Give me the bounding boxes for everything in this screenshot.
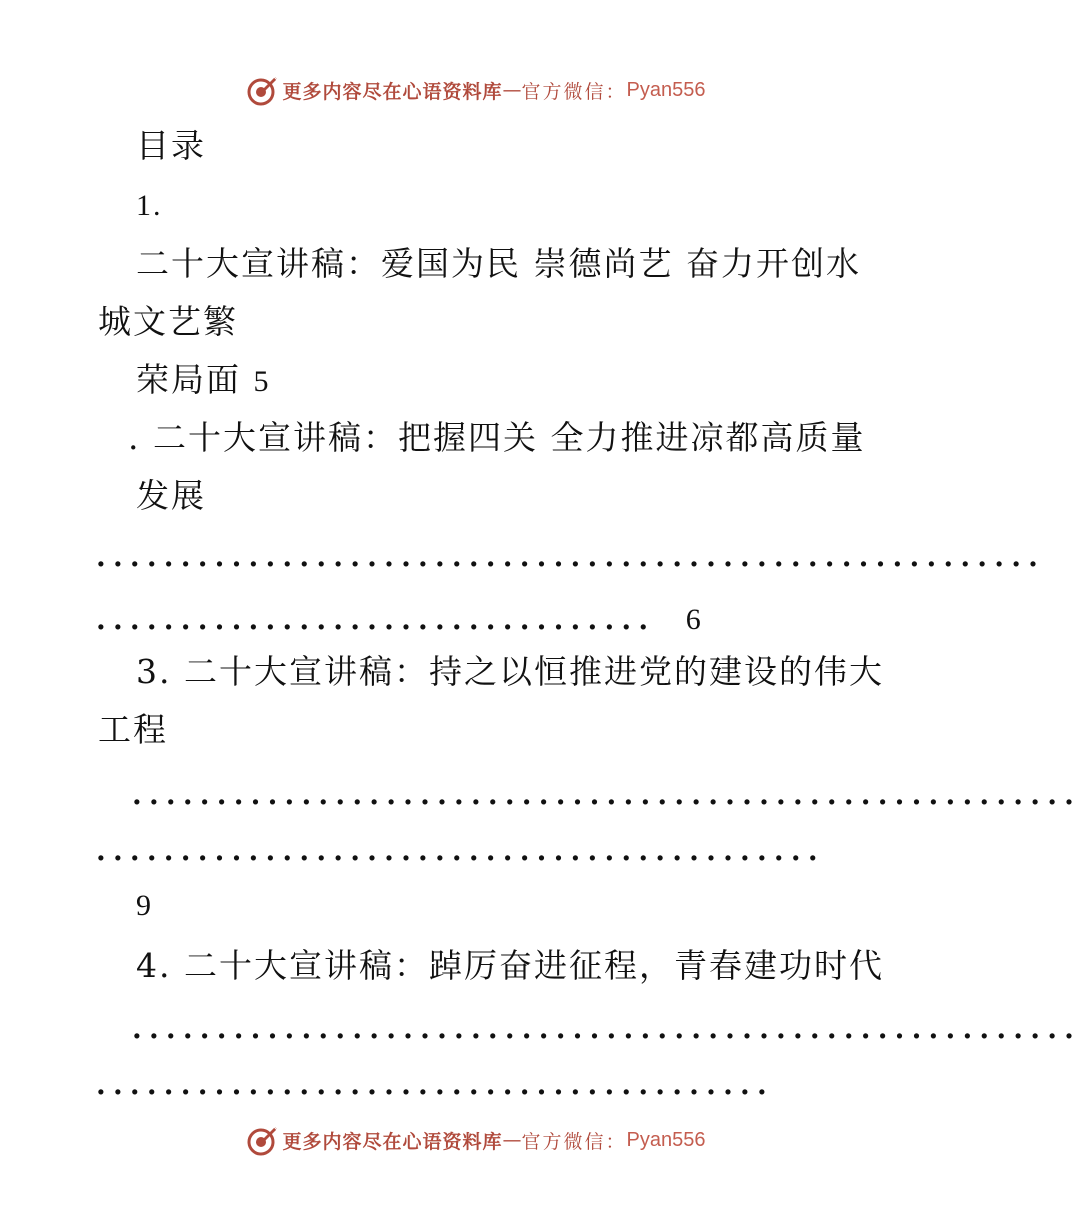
toc-item4-title: 4. 二十大宣讲稿：踔厉奋进征程，青春建功时代: [136, 946, 884, 985]
toc-item3-title-line2: 工程: [98, 710, 168, 749]
toc-item2-title-line2: 发展: [136, 476, 206, 515]
watermark-text: 更多内容尽在心语资料库: [282, 80, 503, 103]
toc-item3-page: 9: [136, 889, 153, 922]
watermark-wechat-id: Pyan556: [626, 78, 706, 101]
watermark-official-label: 官方微信：: [521, 80, 627, 103]
toc-item3-title-line1: 3. 二十大宣讲稿：持之以恒推进党的建设的伟大: [136, 652, 884, 691]
toc-item1-page: 5: [253, 365, 271, 398]
pen-logo-icon: [245, 1123, 279, 1157]
toc-item1-title-line3: [136, 360, 271, 402]
toc-item1-number: 1.: [136, 189, 163, 222]
watermark-separator: —: [502, 1129, 522, 1151]
header-watermark: [0, 70, 950, 110]
watermark-official-label: 官方微信：: [521, 1130, 627, 1153]
watermark-text: 更多内容尽在心语资料库: [282, 1130, 503, 1153]
toc-item1-title-line1: 二十大宣讲稿：爱国为民 崇德尚艺 奋力开创水: [136, 244, 861, 283]
pen-logo-icon: [245, 73, 279, 107]
toc-item4-dots-line2: ........................................: [96, 1068, 774, 1101]
toc-item4-dots-line1: ........................................................: [132, 1012, 1081, 1045]
watermark-separator: —: [502, 79, 522, 101]
toc-title: 目录: [136, 126, 206, 165]
toc-item2-dots-line2-wrap: [96, 598, 703, 640]
toc-item2-page: 6: [685, 603, 703, 636]
toc-item3-dots-line2: ...........................................: [96, 834, 825, 867]
watermark-wechat-id: Pyan556: [626, 1128, 706, 1151]
toc-item3-dots-line1: ........................................................: [132, 778, 1081, 811]
toc-item1-title-end: 荣局面: [136, 360, 241, 399]
toc-item2-dots-line2: .................................: [96, 603, 656, 636]
toc-item1-title-line2: 城文艺繁: [98, 302, 238, 341]
toc-item2-dots-line1: ........................................................: [96, 540, 1046, 573]
toc-item2-title-line1: . 二十大宣讲稿：把握四关 全力推进凉都高质量: [128, 418, 866, 457]
footer-watermark: [0, 1120, 950, 1160]
